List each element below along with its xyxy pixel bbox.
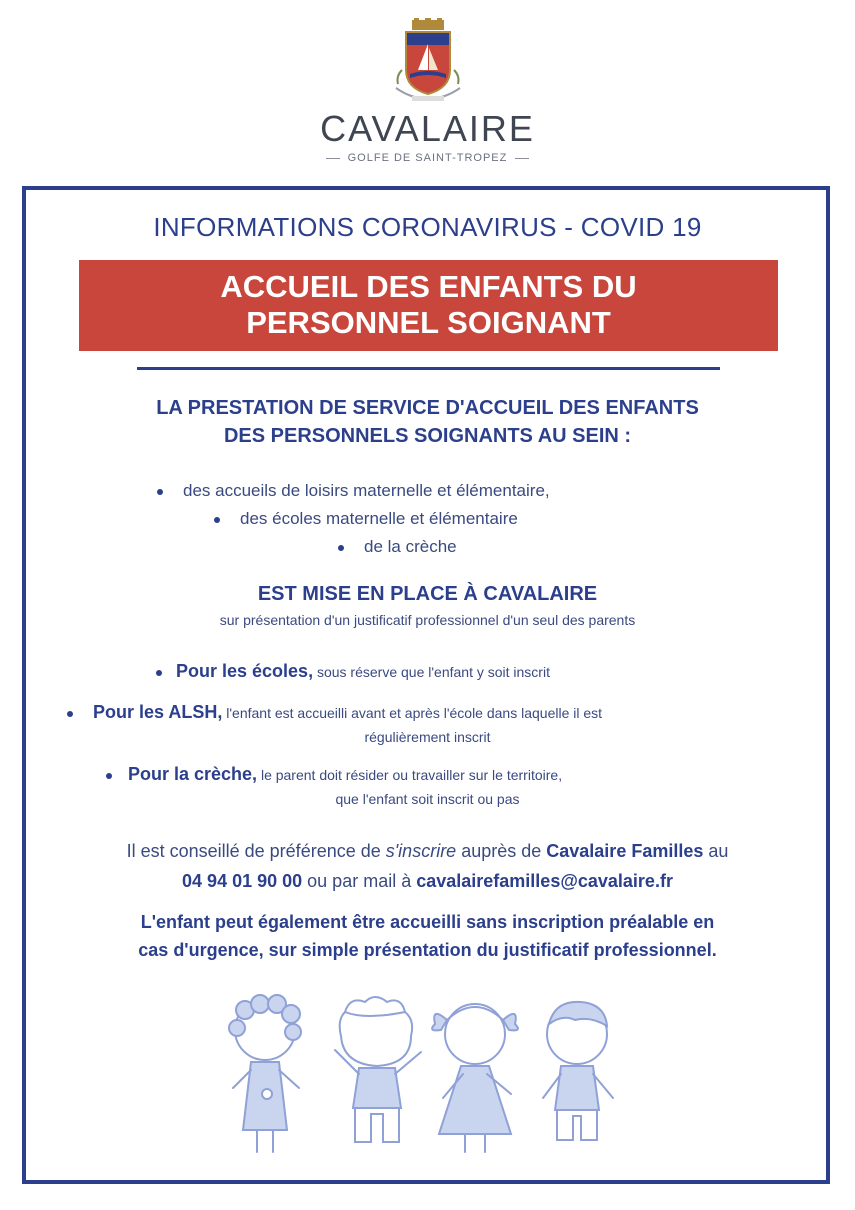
mise-en-place-heading: EST MISE EN PLACE À CAVALAIRE	[257, 583, 598, 605]
list-item-text: de la crèche	[364, 537, 457, 556]
condition-text: l'enfant est accueilli avant et après l'école dans laquelle il est	[222, 705, 603, 721]
bullet-icon	[156, 670, 162, 676]
advice-emphasis: s'inscrire	[385, 841, 457, 861]
advice-line-2	[40, 866, 815, 896]
cavalaire-coat-of-arms-icon	[388, 18, 468, 110]
condition-text-continued: régulièrement inscrit	[364, 729, 491, 745]
list-item	[214, 504, 518, 534]
banner-line-2: PERSONNEL SOIGNANT	[246, 305, 611, 340]
header	[0, 0, 855, 180]
list-item	[157, 476, 550, 506]
town-name: CAVALAIRE	[320, 108, 535, 149]
child-figure	[543, 1002, 613, 1140]
bullet-icon	[338, 545, 344, 551]
condition-item	[67, 701, 602, 724]
condition-text: sous réserve que l'enfant y soit inscrit	[313, 664, 550, 680]
child-figure	[229, 995, 301, 1152]
advice-text: ou par mail à	[302, 871, 417, 891]
condition-label: Pour la crèche,	[128, 764, 258, 784]
condition-text-continued: que l'enfant soit inscrit ou pas	[335, 791, 520, 807]
town-subtitle: GOLFE DE SAINT-TROPEZ	[347, 152, 508, 164]
town-subtitle-row	[0, 152, 855, 164]
emergency-notice	[40, 908, 815, 964]
emergency-line-1: L'enfant peut également être accueilli sans inscription préalable en	[140, 912, 715, 932]
bullet-icon	[67, 711, 73, 717]
bullet-icon	[157, 489, 163, 495]
advice-line-1	[40, 836, 815, 866]
banner-line-1: ACCUEIL DES ENFANTS DU	[220, 269, 637, 304]
child-figure	[432, 1004, 518, 1152]
condition-label: Pour les écoles,	[176, 661, 314, 681]
divider	[137, 367, 720, 370]
page-title: INFORMATIONS CORONAVIRUS - COVID 19	[153, 212, 702, 242]
lead-heading	[40, 394, 815, 450]
list-item-text: des accueils de loisirs maternelle et élémentaire,	[183, 481, 550, 500]
list-item-text: des écoles maternelle et élémentaire	[240, 509, 518, 528]
condition-item	[156, 660, 550, 683]
advice-text: auprès de	[456, 841, 547, 861]
advice-text: au	[703, 841, 729, 861]
organization-name: Cavalaire Familles	[546, 841, 704, 861]
emergency-line-2: cas d'urgence, sur simple présentation du justificatif professionnel.	[138, 940, 717, 960]
phone-number[interactable]: 04 94 01 90 00	[182, 871, 303, 891]
divider	[515, 158, 529, 159]
condition-text: le parent doit résider ou travailler sur le territoire,	[257, 767, 563, 783]
lead-line-2: DES PERSONNELS SOIGNANTS AU SEIN :	[223, 425, 632, 447]
list-item	[338, 532, 457, 562]
lead-line-1: LA PRESTATION DE SERVICE D'ACCUEIL DES ENFANTS	[156, 397, 699, 419]
headline-banner	[79, 260, 778, 351]
bullet-icon	[106, 773, 112, 779]
mise-en-place-subtitle: sur présentation d'un justificatif professionnel d'un seul des parents	[219, 612, 636, 628]
registration-advice	[40, 836, 815, 896]
bullet-icon	[214, 517, 220, 523]
advice-text: Il est conseillé de préférence de	[126, 841, 386, 861]
child-figure	[335, 997, 421, 1142]
email-link[interactable]: cavalairefamilles@cavalaire.fr	[416, 871, 673, 891]
condition-label: Pour les ALSH,	[93, 702, 223, 722]
divider	[326, 158, 340, 159]
condition-item	[106, 763, 562, 786]
four-children-illustration	[215, 990, 635, 1160]
